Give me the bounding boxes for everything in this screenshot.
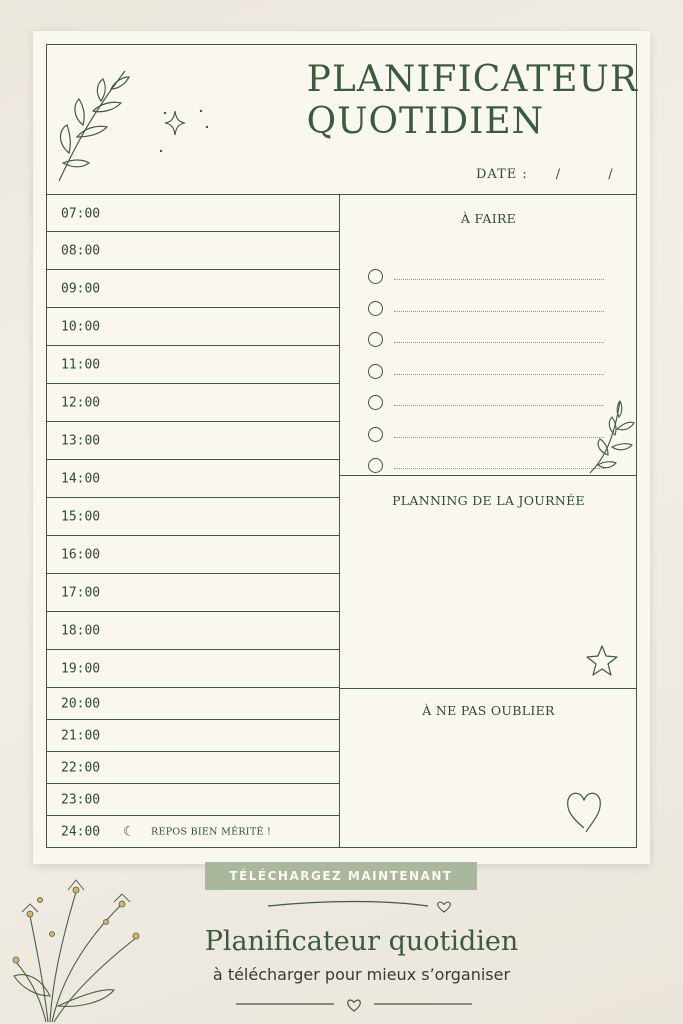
time-row[interactable] <box>47 752 339 784</box>
moon-icon: ☾ <box>123 824 135 839</box>
time-row[interactable] <box>47 574 339 612</box>
time-row[interactable] <box>47 650 339 688</box>
todo-line[interactable] <box>394 342 604 343</box>
todo-checkbox[interactable] <box>368 458 383 473</box>
hourly-schedule <box>47 196 339 847</box>
todo-line[interactable] <box>394 405 604 406</box>
heart-icon <box>564 788 604 834</box>
todo-checkbox[interactable] <box>368 395 383 410</box>
time-row[interactable] <box>47 270 339 308</box>
todo-item[interactable] <box>368 427 608 443</box>
wildflower-bouquet-icon <box>10 876 150 1024</box>
time-row[interactable] <box>47 196 339 232</box>
time-label: 17:00 <box>61 585 101 600</box>
todo-title: À FAIRE <box>460 211 517 226</box>
time-row[interactable] <box>47 346 339 384</box>
planning-divider <box>340 688 637 689</box>
sparkle-icon <box>157 109 217 157</box>
title-line-2: QUOTIDIEN <box>306 101 545 142</box>
todo-item[interactable] <box>368 269 608 285</box>
download-banner[interactable]: TÉLÉCHARGEZ MAINTENANT <box>205 862 477 890</box>
time-row[interactable] <box>47 720 339 752</box>
time-label: 08:00 <box>61 243 101 258</box>
todo-item[interactable] <box>368 364 608 380</box>
time-label: 19:00 <box>61 661 101 676</box>
todo-item[interactable] <box>368 301 608 317</box>
time-row[interactable] <box>47 384 339 422</box>
todo-line[interactable] <box>394 279 604 280</box>
time-row[interactable] <box>47 460 339 498</box>
time-row[interactable] <box>47 422 339 460</box>
todo-checkbox[interactable] <box>368 332 383 347</box>
time-label: 20:00 <box>61 696 101 711</box>
todo-item[interactable] <box>368 458 608 474</box>
header-divider <box>46 194 637 195</box>
time-row[interactable] <box>47 816 339 847</box>
footer-title: Planificateur quotidien <box>204 926 519 957</box>
title-line-1: PLANIFICATEUR <box>306 59 638 100</box>
planner-sheet <box>33 31 650 864</box>
ornament-line-icon <box>266 898 456 918</box>
rest-note: REPOS BIEN MÉRITÉ ! <box>151 826 272 837</box>
planning-title: PLANNING DE LA JOURNÉE <box>392 493 585 508</box>
time-row[interactable] <box>47 308 339 346</box>
todo-line[interactable] <box>394 374 604 375</box>
ornament-heart-icon <box>234 996 474 1016</box>
leaf-sprig-small-icon <box>588 399 638 475</box>
time-row[interactable] <box>47 688 339 720</box>
time-label: 09:00 <box>61 281 101 296</box>
date-field[interactable] <box>476 167 635 182</box>
time-label: 11:00 <box>61 357 101 372</box>
time-label: 07:00 <box>61 206 101 221</box>
todo-line[interactable] <box>394 437 604 438</box>
time-label: 21:00 <box>61 728 101 743</box>
time-row[interactable] <box>47 498 339 536</box>
footer-subtitle: à télécharger pour mieux s’organiser <box>212 965 511 984</box>
time-label: 23:00 <box>61 792 101 807</box>
column-divider <box>339 195 340 847</box>
todo-checkbox[interactable] <box>368 427 383 442</box>
time-row[interactable] <box>47 612 339 650</box>
time-row[interactable] <box>47 232 339 270</box>
todo-item[interactable] <box>368 395 608 411</box>
todo-checkbox[interactable] <box>368 364 383 379</box>
date-label: DATE : <box>476 167 528 182</box>
todo-checkbox[interactable] <box>368 301 383 316</box>
todo-line[interactable] <box>394 468 604 469</box>
time-label: 16:00 <box>61 547 101 562</box>
planner-title <box>307 59 638 143</box>
time-label: 22:00 <box>61 760 101 775</box>
time-label: 24:00 <box>61 824 101 839</box>
time-label: 12:00 <box>61 395 101 410</box>
time-row[interactable] <box>47 784 339 816</box>
todo-checkbox[interactable] <box>368 269 383 284</box>
time-label: 10:00 <box>61 319 101 334</box>
time-row[interactable] <box>47 536 339 574</box>
todo-item[interactable] <box>368 332 608 348</box>
time-label: 18:00 <box>61 623 101 638</box>
leaf-sprig-icon <box>55 67 135 185</box>
todo-line[interactable] <box>394 311 604 312</box>
todo-divider <box>340 475 637 476</box>
remember-title: À NE PAS OUBLIER <box>422 703 555 718</box>
star-icon <box>584 643 620 679</box>
time-label: 13:00 <box>61 433 101 448</box>
time-label: 15:00 <box>61 509 101 524</box>
time-label: 14:00 <box>61 471 101 486</box>
date-slashes: / / <box>555 167 635 182</box>
